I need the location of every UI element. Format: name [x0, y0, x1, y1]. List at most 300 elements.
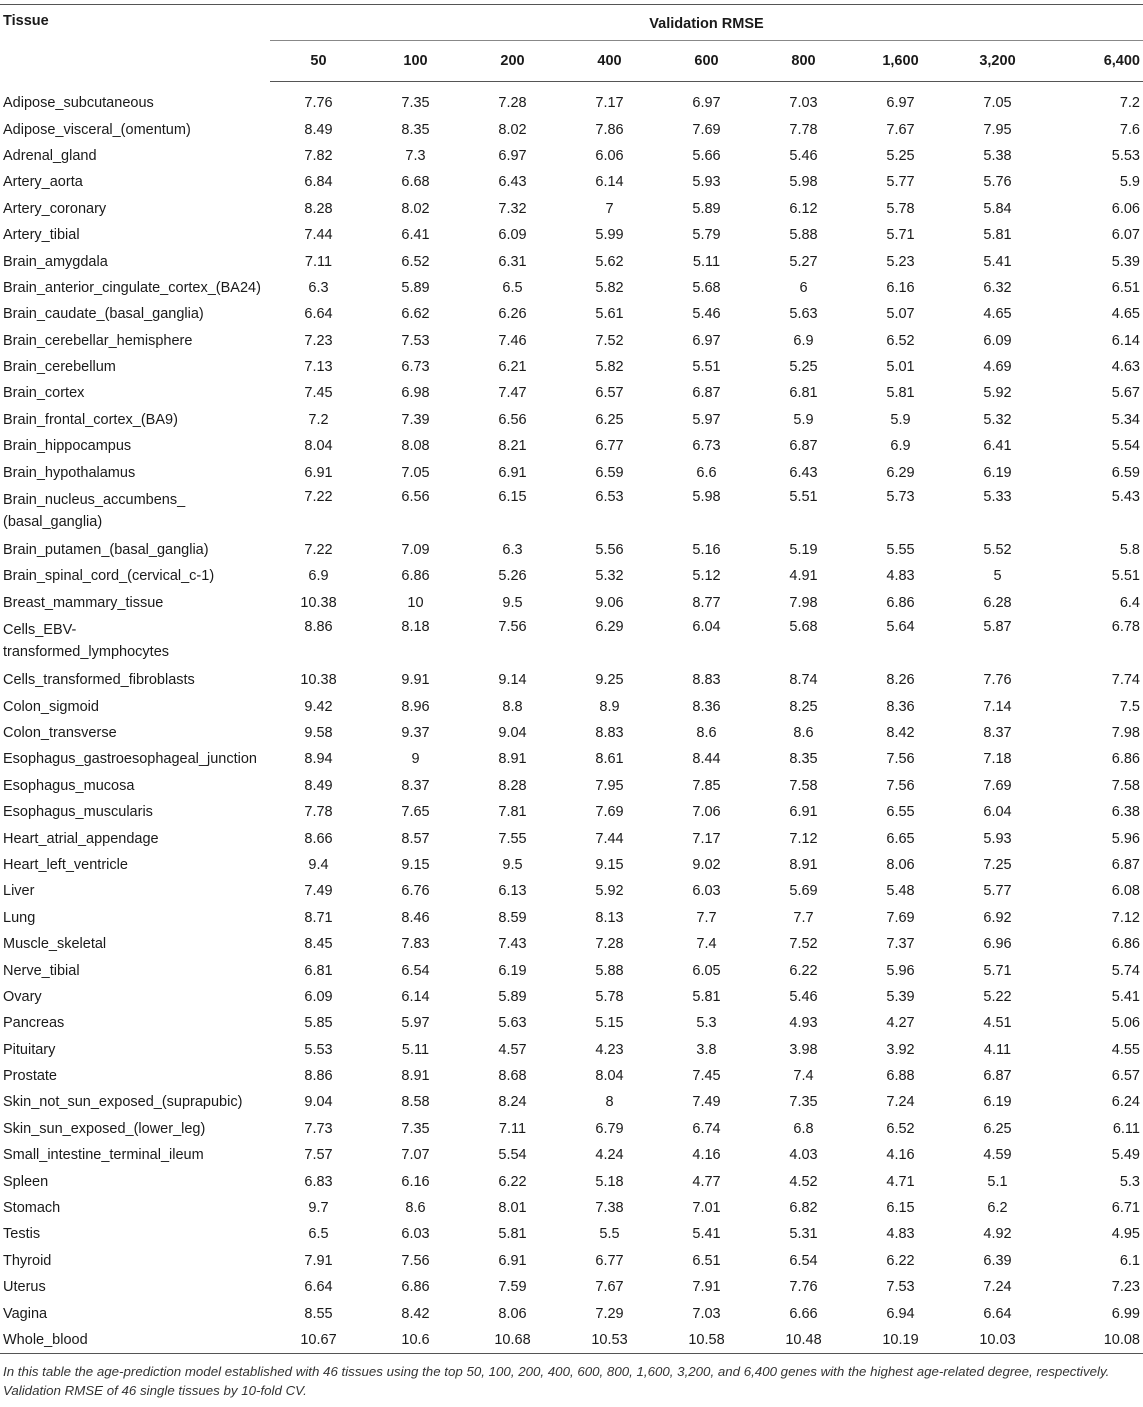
rmse-value-cell: 8.49: [304, 121, 333, 138]
rmse-value-cell: 6.04: [692, 619, 721, 636]
rmse-value-cell: 6.9: [793, 332, 814, 349]
rmse-value-cell: 7.95: [595, 777, 624, 794]
rmse-value-cell: 10.58: [688, 1331, 725, 1348]
rmse-value-cell: 9.5: [502, 594, 523, 611]
rmse-value-cell: 7.12: [789, 830, 818, 847]
tissue-cell: [0, 825, 270, 851]
rmse-value-cell: 8.86: [304, 619, 333, 636]
tissue-name: Stomach: [3, 1200, 61, 1217]
rmse-value-cell: 10.19: [882, 1331, 919, 1348]
rmse-value-cell: 7.12: [1111, 909, 1140, 926]
rmse-value-cell: 5.1: [987, 1173, 1008, 1190]
rmse-value-cell: 7.3: [405, 147, 426, 164]
rmse-value-cell: 8.36: [692, 698, 721, 715]
rmse-value-cell: 8.68: [498, 1068, 527, 1085]
table-row: [0, 563, 1143, 589]
rmse-value-cell: 6.53: [595, 488, 624, 505]
rmse-value-cell: 10.03: [979, 1331, 1016, 1348]
rmse-value-cell: 9.14: [498, 672, 527, 689]
rmse-value-cell: 8.24: [498, 1094, 527, 1111]
tissue-cell: [0, 616, 270, 667]
rmse-value-cell: 7.74: [1111, 672, 1140, 689]
rmse-value-cell: 5.67: [1111, 385, 1140, 402]
rmse-value-cell: 8.61: [595, 751, 624, 768]
rmse-value-cell: 7.17: [692, 830, 721, 847]
rmse-value-cell: 6.25: [595, 411, 624, 428]
tissue-name: Skin_sun_exposed_(lower_leg): [3, 1120, 206, 1137]
rmse-value-cell: 7.13: [304, 359, 333, 376]
rmse-value-cell: 6.09: [498, 227, 527, 244]
rmse-value-cell: 5.39: [886, 988, 915, 1005]
rmse-value-cell: 5.19: [789, 542, 818, 559]
rmse-value-cell: 8.25: [789, 698, 818, 715]
rmse-value-cell: 6.57: [1111, 1068, 1140, 1085]
rmse-value-cell: 4.11: [983, 1041, 1012, 1058]
rmse-value-cell: 7.53: [401, 332, 430, 349]
column-header: 1,600: [852, 41, 949, 82]
rmse-value-cell: 9.42: [304, 698, 333, 715]
rmse-value-cell: 6.87: [1111, 856, 1140, 873]
rmse-value-cell: 7.69: [983, 777, 1012, 794]
rmse-value-cell: 5.79: [692, 227, 721, 244]
tissue-name: Brain_caudate_(basal_ganglia): [3, 306, 204, 323]
rmse-value-cell: 7.7: [793, 909, 814, 926]
rmse-value-cell: 5.41: [983, 253, 1012, 270]
tissue-cell: [0, 407, 270, 433]
rmse-value-cell: 6.52: [886, 1120, 915, 1137]
rmse-value-cell: 8.36: [886, 698, 915, 715]
tissue-name: Artery_aorta: [3, 174, 83, 191]
rmse-value-cell: 6.68: [401, 174, 430, 191]
rmse-value-cell: 8.04: [304, 438, 333, 455]
rmse-value-cell: 8.21: [498, 438, 527, 455]
rmse-value-cell: 7.69: [692, 121, 721, 138]
rmse-value-cell: 4.57: [498, 1041, 527, 1058]
rmse-value-cell: 4.59: [983, 1147, 1012, 1164]
rmse-value-cell: 6.1: [1119, 1252, 1140, 1269]
rmse-value-cell: 8.46: [401, 909, 430, 926]
rmse-value-cell: 5.48: [886, 883, 915, 900]
rmse-value-cell: 7.65: [401, 804, 430, 821]
rmse-value-cell: 7.14: [983, 698, 1012, 715]
rmse-value-cell: 7.82: [304, 147, 333, 164]
rmse-value-cell: 7.67: [595, 1279, 624, 1296]
rmse-value-cell: 8.26: [886, 672, 915, 689]
rmse-value-cell: 7.29: [595, 1305, 624, 1322]
tissue-cell: [0, 537, 270, 563]
tissue-name: Adrenal_gland: [3, 147, 97, 164]
rmse-value-cell: 6.6: [696, 464, 717, 481]
rmse-value-cell: 5.76: [983, 174, 1012, 191]
tissue-cell: [0, 878, 270, 904]
rmse-value-cell: 7.91: [692, 1279, 721, 1296]
rmse-value-cell: 7.78: [789, 121, 818, 138]
rmse-value-cell: 6.98: [401, 385, 430, 402]
rmse-value-cell: 9.25: [595, 672, 624, 689]
tissue-cell: [0, 1142, 270, 1168]
table-row: [0, 537, 1143, 563]
tissue-cell: [0, 169, 270, 195]
rmse-value-cell: 7.58: [1111, 777, 1140, 794]
rmse-value-cell: 4.83: [886, 1226, 915, 1243]
rmse-value-cell: 8.45: [304, 936, 333, 953]
table-row: [0, 169, 1143, 195]
rmse-value-cell: 7.35: [789, 1094, 818, 1111]
rmse-value-cell: 5.88: [789, 227, 818, 244]
rmse-value-cell: 4.93: [789, 1015, 818, 1032]
rmse-value-cell: 8.18: [401, 619, 430, 636]
rmse-value-cell: 5.32: [983, 411, 1012, 428]
rmse-value-cell: 5.96: [886, 962, 915, 979]
rmse-value-cell: 9.58: [304, 725, 333, 741]
rmse-value-cell: 5.52: [983, 542, 1012, 559]
rmse-value-cell: 8.42: [401, 1305, 430, 1322]
tissue-name: Brain_putamen_(basal_ganglia): [3, 542, 209, 559]
tissue-name: Brain_hypothalamus: [3, 464, 136, 481]
rmse-value-cell: 7.2: [308, 411, 329, 428]
tissue-cell: [0, 1274, 270, 1300]
table-row: [0, 984, 1143, 1010]
tissue-name: Heart_left_ventricle: [3, 856, 128, 873]
rmse-value-cell: 7.69: [595, 804, 624, 821]
rmse-value-cell: 6.99: [1111, 1305, 1140, 1322]
rmse-value-cell: 6.16: [401, 1173, 430, 1190]
rmse-value-cell: 6.13: [498, 883, 527, 900]
rmse-value-cell: 3.8: [696, 1041, 717, 1058]
rmse-value-cell: 5.64: [886, 619, 915, 636]
rmse-value-cell: 7.38: [595, 1200, 624, 1217]
rmse-value-cell: 7.44: [304, 227, 333, 244]
table-row: [0, 693, 1143, 719]
rmse-value-cell: 5.89: [692, 200, 721, 217]
rmse-value-cell: 6.9: [890, 438, 911, 455]
column-header: 50: [270, 41, 367, 82]
rmse-value-cell: 7.39: [401, 411, 430, 428]
tissue-name: Testis: [3, 1226, 41, 1243]
rmse-value-cell: 5.25: [789, 359, 818, 376]
rmse-value-cell: 8.42: [886, 725, 915, 741]
tissue-name: Colon_transverse: [3, 725, 117, 741]
rmse-value-cell: 6.32: [983, 279, 1012, 296]
rmse-value-cell: 5.78: [886, 200, 915, 217]
rmse-value-cell: 5.26: [498, 568, 527, 585]
rmse-value-cell: 6.08: [1111, 883, 1140, 900]
rmse-value-cell: 6.91: [498, 464, 527, 481]
rmse-value-cell: 7.4: [696, 936, 717, 953]
rmse-value-cell: 7.35: [401, 95, 430, 112]
table-row: [0, 354, 1143, 380]
rmse-value-cell: 9.15: [401, 856, 430, 873]
rmse-value-cell: 6.71: [1111, 1200, 1140, 1217]
table-row: [0, 1037, 1143, 1063]
rmse-value-cell: 6.97: [692, 95, 721, 112]
rmse-value-cell: 6.78: [1111, 619, 1140, 636]
tissue-column-header: Tissue: [3, 13, 49, 29]
rmse-value-cell: 8.6: [696, 725, 717, 741]
rmse-value-cell: 4.03: [789, 1147, 818, 1164]
rmse-value-cell: 6.31: [498, 253, 527, 270]
rmse-value-cell: 4.52: [789, 1173, 818, 1190]
rmse-value-cell: 6.54: [401, 962, 430, 979]
rmse-value-cell: 6.73: [401, 359, 430, 376]
rmse-value-cell: 6.09: [304, 988, 333, 1005]
rmse-value-cell: 5.39: [1111, 253, 1140, 270]
rmse-value-cell: 5.9: [793, 411, 814, 428]
tissue-name: Uterus: [3, 1279, 46, 1296]
table-row: [0, 143, 1143, 169]
rmse-value-cell: 7.28: [595, 936, 624, 953]
rmse-value-cell: 8.04: [595, 1068, 624, 1085]
rmse-value-cell: 5.06: [1111, 1015, 1140, 1032]
rmse-value-cell: 6.51: [1111, 279, 1140, 296]
rmse-value-cell: 8.91: [789, 856, 818, 873]
table-row: [0, 852, 1143, 878]
rmse-value-cell: 7.46: [498, 332, 527, 349]
rmse-value-cell: 4.77: [692, 1173, 721, 1190]
rmse-value-cell: 6.64: [304, 306, 333, 323]
rmse-value-cell: 4.71: [886, 1173, 915, 1190]
rmse-value-cell: 5.89: [401, 279, 430, 296]
column-header: 100: [367, 41, 464, 82]
rmse-value-cell: 5.12: [692, 568, 721, 585]
tissue-cell: [0, 486, 270, 537]
rmse-value-cell: 8.71: [304, 909, 333, 926]
rmse-value-cell: 5.46: [692, 306, 721, 323]
rmse-value-cell: 8.96: [401, 698, 430, 715]
tissue-name: Spleen: [3, 1173, 49, 1190]
tissue-cell: [0, 1089, 270, 1115]
rmse-value-cell: 5.82: [595, 279, 624, 296]
rmse-value-cell: 5.27: [789, 253, 818, 270]
rmse-value-cell: 7.23: [304, 332, 333, 349]
rmse-value-cell: 9: [411, 751, 420, 768]
rmse-value-cell: 5.25: [886, 147, 915, 164]
rmse-value-cell: 8.77: [692, 594, 721, 611]
rmse-value-cell: 6.87: [789, 438, 818, 455]
rmse-value-cell: 5.85: [304, 1015, 333, 1032]
table-row: [0, 116, 1143, 142]
rmse-value-cell: 8.83: [595, 725, 624, 741]
rmse-value-cell: 8.74: [789, 672, 818, 689]
rmse-value-cell: 7.91: [304, 1252, 333, 1269]
rmse-value-cell: 6.54: [789, 1252, 818, 1269]
tissue-cell: [0, 746, 270, 772]
rmse-value-cell: 6.96: [983, 936, 1012, 953]
rmse-value-cell: 7.4: [793, 1068, 814, 1085]
rmse-value-cell: 5.56: [595, 542, 624, 559]
rmse-value-cell: 7.98: [789, 594, 818, 611]
rmse-value-cell: 8.06: [886, 856, 915, 873]
rmse-value-cell: 7.86: [595, 121, 624, 138]
rmse-value-cell: 6.41: [401, 227, 430, 244]
rmse-value-cell: 7.24: [983, 1279, 1012, 1296]
tissue-cell: [0, 301, 270, 327]
rmse-value-cell: 6.92: [983, 909, 1012, 926]
rmse-value-cell: 8: [605, 1094, 614, 1111]
rmse-value-cell: 5.92: [983, 385, 1012, 402]
rmse-value-cell: 7.05: [401, 464, 430, 481]
rmse-value-cell: 5.81: [498, 1226, 527, 1243]
rmse-value-cell: 6.76: [401, 883, 430, 900]
rmse-value-cell: 5.97: [692, 411, 721, 428]
table-row: [0, 799, 1143, 825]
rmse-value-cell: 8.91: [401, 1068, 430, 1085]
rmse-value-cell: 5.46: [789, 147, 818, 164]
rmse-value-cell: 6.86: [886, 594, 915, 611]
rmse-value-cell: 6.38: [1111, 804, 1140, 821]
tissue-cell: [0, 1248, 270, 1274]
rmse-value-cell: 6.51: [692, 1252, 721, 1269]
rmse-value-cell: 7.03: [692, 1305, 721, 1322]
rmse-value-cell: 5.92: [595, 883, 624, 900]
rmse-value-cell: 5.89: [498, 988, 527, 1005]
rmse-value-cell: 6.22: [886, 1252, 915, 1269]
rmse-value-cell: 4.27: [886, 1015, 915, 1032]
rmse-value-cell: 7.7: [696, 909, 717, 926]
rmse-value-cell: 8.8: [502, 698, 523, 715]
rmse-value-cell: 8.02: [401, 200, 430, 217]
rmse-value-cell: 7.95: [983, 121, 1012, 138]
rmse-value-cell: 6: [799, 279, 808, 296]
rmse-value-cell: 6.04: [983, 804, 1012, 821]
rmse-value-cell: 5.77: [983, 883, 1012, 900]
rmse-value-cell: 7.76: [983, 672, 1012, 689]
tissue-cell: [0, 459, 270, 485]
rmse-value-cell: 6.06: [595, 147, 624, 164]
rmse-value-cell: 7.11: [304, 253, 333, 270]
rmse-value-cell: 6.4: [1119, 594, 1140, 611]
rmse-value-cell: 6.64: [983, 1305, 1012, 1322]
rmse-value-cell: 7.07: [401, 1147, 430, 1164]
rmse-value-cell: 8.55: [304, 1305, 333, 1322]
table-row: [0, 667, 1143, 693]
rmse-value-cell: 4.55: [1111, 1041, 1140, 1058]
rmse-value-cell: 5.9: [890, 411, 911, 428]
rmse-value-cell: 5.96: [1111, 830, 1140, 847]
rmse-value-cell: 5.32: [595, 568, 624, 585]
rmse-value-cell: 7.45: [692, 1068, 721, 1085]
tissue-name: Esophagus_mucosa: [3, 777, 135, 794]
table-row: [0, 590, 1143, 616]
rmse-value-cell: 5.22: [983, 988, 1012, 1005]
tissue-cell: [0, 1195, 270, 1221]
tissue-cell: [0, 248, 270, 274]
tissue-name: Cells_transformed_fibroblasts: [3, 672, 195, 689]
tissue-name: Skin_not_sun_exposed_(suprapubic): [3, 1094, 243, 1111]
rmse-value-cell: 6.07: [1111, 227, 1140, 244]
rmse-value-cell: 6.19: [983, 1094, 1012, 1111]
rmse-value-cell: 8.86: [304, 1068, 333, 1085]
rmse-value-cell: 7.05: [983, 95, 1012, 112]
tissue-cell: [0, 380, 270, 406]
rmse-value-cell: 6.86: [401, 568, 430, 585]
rmse-value-cell: 8.9: [599, 698, 620, 715]
tissue-name-continued: transformed_lymphocytes: [3, 644, 170, 661]
rmse-value-cell: 6.06: [1111, 200, 1140, 217]
rmse-value-cell: 6.86: [1111, 936, 1140, 953]
tissue-name: Vagina: [3, 1305, 48, 1322]
rmse-value-cell: 6.87: [692, 385, 721, 402]
rmse-value-cell: 7.47: [498, 385, 527, 402]
rmse-value-cell: 5.78: [595, 988, 624, 1005]
rmse-value-cell: 6.62: [401, 306, 430, 323]
rmse-value-cell: 6.12: [789, 200, 818, 217]
tissue-cell: [0, 82, 270, 117]
rmse-value-cell: 7.56: [498, 619, 527, 636]
table-row: [0, 433, 1143, 459]
tissue-cell: [0, 773, 270, 799]
rmse-value-cell: 4.91: [789, 568, 818, 585]
rmse-value-cell: 7.45: [304, 385, 333, 402]
tissue-cell: [0, 275, 270, 301]
rmse-value-cell: 7.03: [789, 95, 818, 112]
table-row: [0, 1142, 1143, 1168]
rmse-value-cell: 6.41: [983, 438, 1012, 455]
rmse-value-cell: 5.9: [1119, 174, 1140, 191]
tissue-name: Lung: [3, 909, 36, 926]
rmse-value-cell: 6.83: [304, 1173, 333, 1190]
rmse-value-cell: 8.08: [401, 438, 430, 455]
rmse-value-cell: 5.51: [789, 488, 818, 505]
rmse-value-cell: 5.43: [1111, 488, 1140, 505]
rmse-value-cell: 6.16: [886, 279, 915, 296]
rmse-value-cell: 5.81: [983, 227, 1012, 244]
rmse-value-cell: 7.17: [595, 95, 624, 112]
table-row: [0, 825, 1143, 851]
tissue-cell: [0, 693, 270, 719]
rmse-value-cell: 7.52: [595, 332, 624, 349]
tissue-name: Brain_hippocampus: [3, 438, 132, 455]
rmse-value-cell: 4.83: [886, 568, 915, 585]
rmse-value-cell: 6.91: [498, 1252, 527, 1269]
tissue-name: Artery_coronary: [3, 200, 107, 217]
tissue-name: Muscle_skeletal: [3, 936, 107, 953]
rmse-value-cell: 6.9: [308, 568, 329, 585]
rmse-value-cell: 7.81: [498, 804, 527, 821]
tissue-cell: [0, 433, 270, 459]
rmse-value-cell: 5.71: [886, 227, 915, 244]
rmse-value-cell: 8.44: [692, 751, 721, 768]
rmse-value-cell: 6.81: [789, 385, 818, 402]
tissue-name: Ovary: [3, 988, 42, 1005]
tissue-name: Prostate: [3, 1068, 57, 1085]
rmse-value-cell: 8.91: [498, 751, 527, 768]
tissue-cell: [0, 1063, 270, 1089]
rmse-value-cell: 5.82: [595, 359, 624, 376]
rmse-value-cell: 5.41: [1111, 988, 1140, 1005]
table-row: [0, 905, 1143, 931]
tissue-cell: [0, 328, 270, 354]
rmse-value-cell: 6.82: [789, 1200, 818, 1217]
rmse-value-cell: 7.23: [1111, 1279, 1140, 1296]
rmse-value-cell: 4.92: [983, 1226, 1012, 1243]
rmse-value-cell: 7.53: [886, 1279, 915, 1296]
rmse-value-cell: 7.55: [498, 830, 527, 847]
rmse-value-cell: 5.98: [789, 174, 818, 191]
rmse-value-cell: 7.59: [498, 1279, 527, 1296]
table-row: [0, 616, 1143, 667]
rmse-value-cell: 9.04: [498, 725, 527, 741]
rmse-value-cell: 7.43: [498, 936, 527, 953]
tissue-cell: [0, 354, 270, 380]
rmse-value-cell: 5.54: [1111, 438, 1140, 455]
tissue-cell: [0, 143, 270, 169]
rmse-value-cell: 6.84: [304, 174, 333, 191]
table-row: [0, 1300, 1143, 1326]
rmse-value-cell: 5.62: [595, 253, 624, 270]
rmse-value-cell: 5.3: [1119, 1173, 1140, 1190]
rmse-value-cell: 4.16: [692, 1147, 721, 1164]
